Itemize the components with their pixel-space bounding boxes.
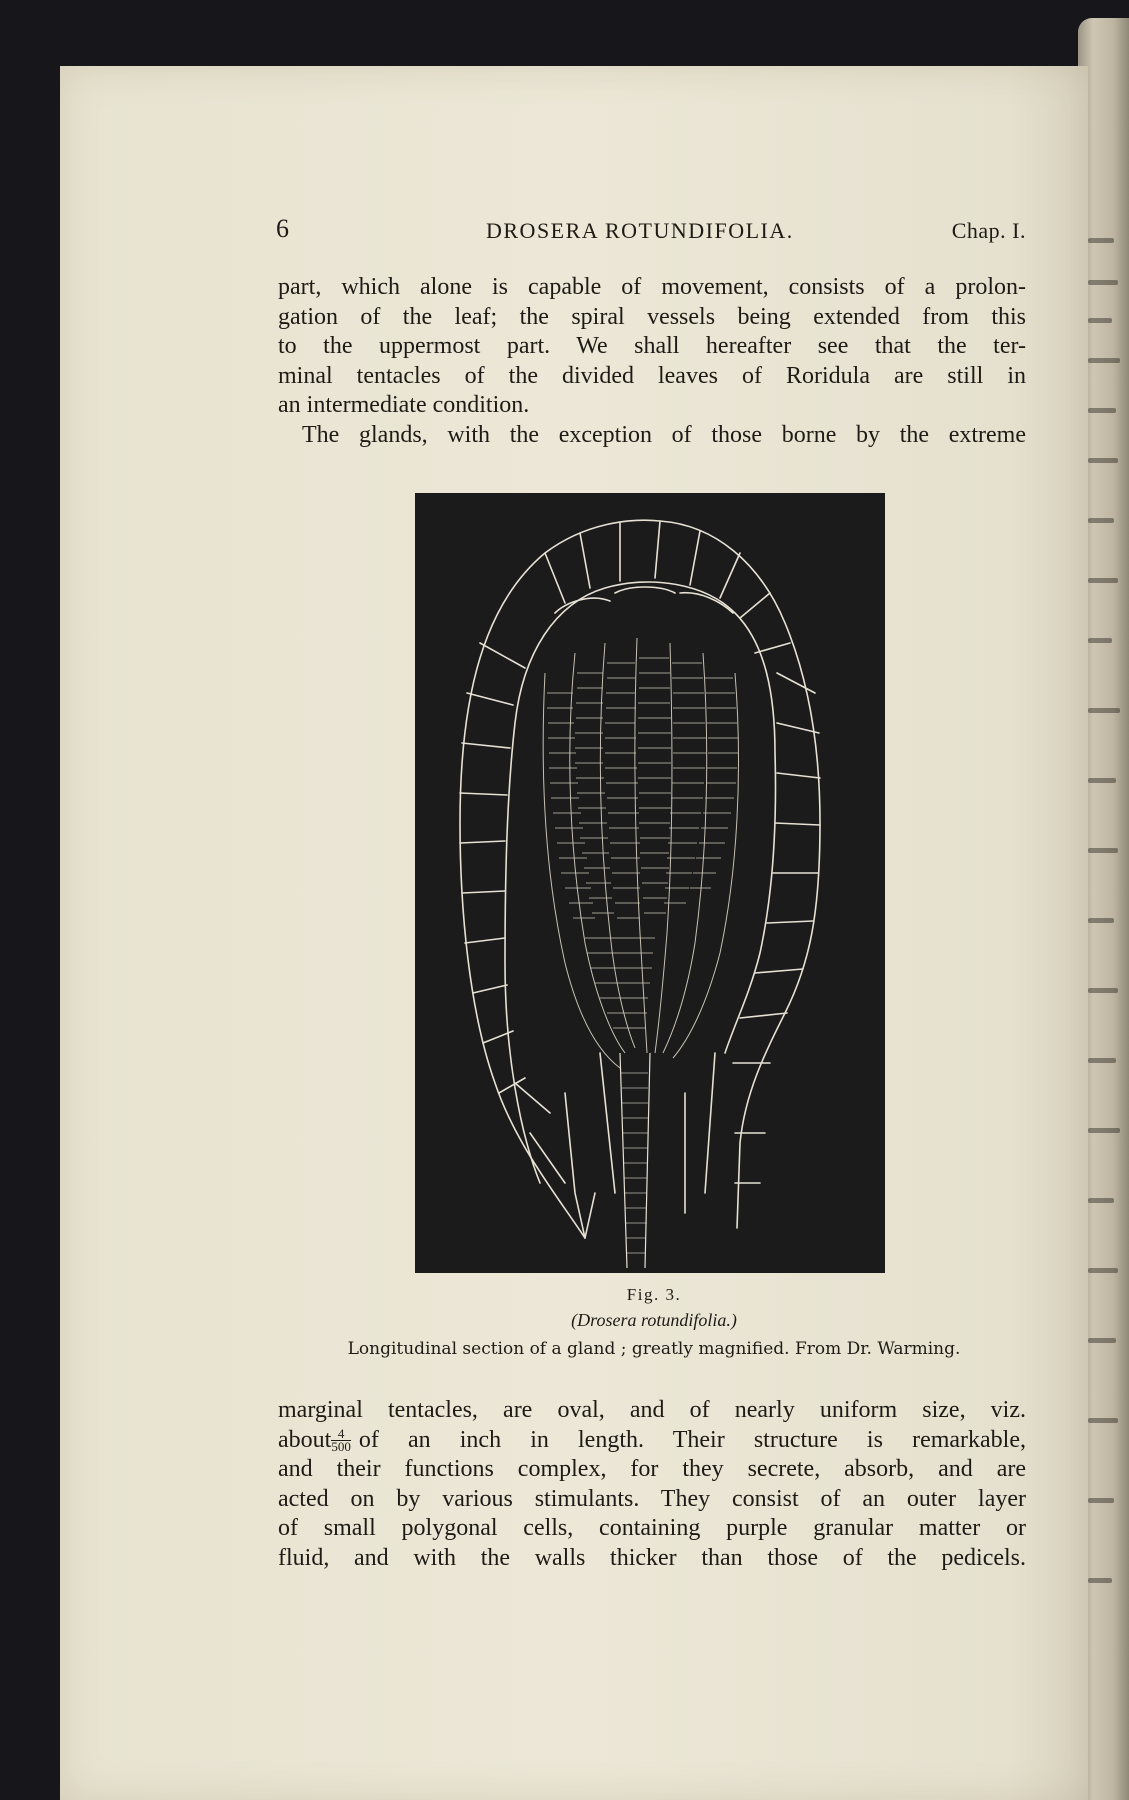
running-title: DROSERA ROTUNDIFOLIA. bbox=[486, 218, 794, 243]
text-line: gation of the leaf; the spiral vessels being extended from this bbox=[278, 303, 1026, 330]
figure-species: (Drosera rotundifolia.) bbox=[571, 1310, 737, 1330]
paragraph-top bbox=[278, 273, 1026, 450]
figure-label: Fig. 3. bbox=[626, 1285, 682, 1304]
text-line: acted on by various stimulants. They consist of an outer layer bbox=[278, 1485, 1026, 1512]
gland-section-figure bbox=[415, 493, 885, 1273]
fraction-numerator: 4 bbox=[331, 1428, 351, 1441]
figure-description: Longitudinal section of a gland ; greatly magnified. From Dr. Warming. bbox=[347, 1339, 961, 1359]
text-line-with-fraction bbox=[278, 1426, 1026, 1456]
text-line: The glands, with the exception of those borne by the extreme bbox=[302, 421, 1026, 448]
text-line: an intermediate condition. bbox=[278, 392, 530, 418]
chapter-label: Chap. I. bbox=[951, 218, 1026, 243]
text-line: marginal tentacles, are oval, and of nearly uniform size, viz. bbox=[278, 1397, 1026, 1423]
text-line: minal tentacles of the divided leaves of Roridula are still in bbox=[278, 362, 1026, 389]
gland-section-drawing bbox=[415, 493, 885, 1273]
text-line: to the uppermost part. We shall hereafter see that the ter- bbox=[278, 333, 1026, 359]
paragraph-bottom bbox=[278, 1396, 1026, 1573]
text-line: fluid, and with the walls thicker than those of the pedicels. bbox=[278, 1544, 1026, 1571]
text-line: and their functions complex, for they secrete, absorb, and are bbox=[278, 1456, 1026, 1482]
fraction-denominator: 500 bbox=[331, 1438, 351, 1454]
fraction bbox=[331, 1425, 351, 1454]
running-head bbox=[276, 214, 1026, 248]
fraction-trail-text: of an inch in length. Their structure is remarkable, bbox=[358, 1426, 1026, 1453]
text-line: part, which alone is capable of movement, consists of a prolon- bbox=[278, 274, 1026, 300]
page-number: 6 bbox=[276, 214, 289, 243]
fraction-lead-text: about bbox=[278, 1426, 332, 1453]
text-line: of small polygonal cells, containing purple granular matter or bbox=[278, 1515, 1026, 1541]
